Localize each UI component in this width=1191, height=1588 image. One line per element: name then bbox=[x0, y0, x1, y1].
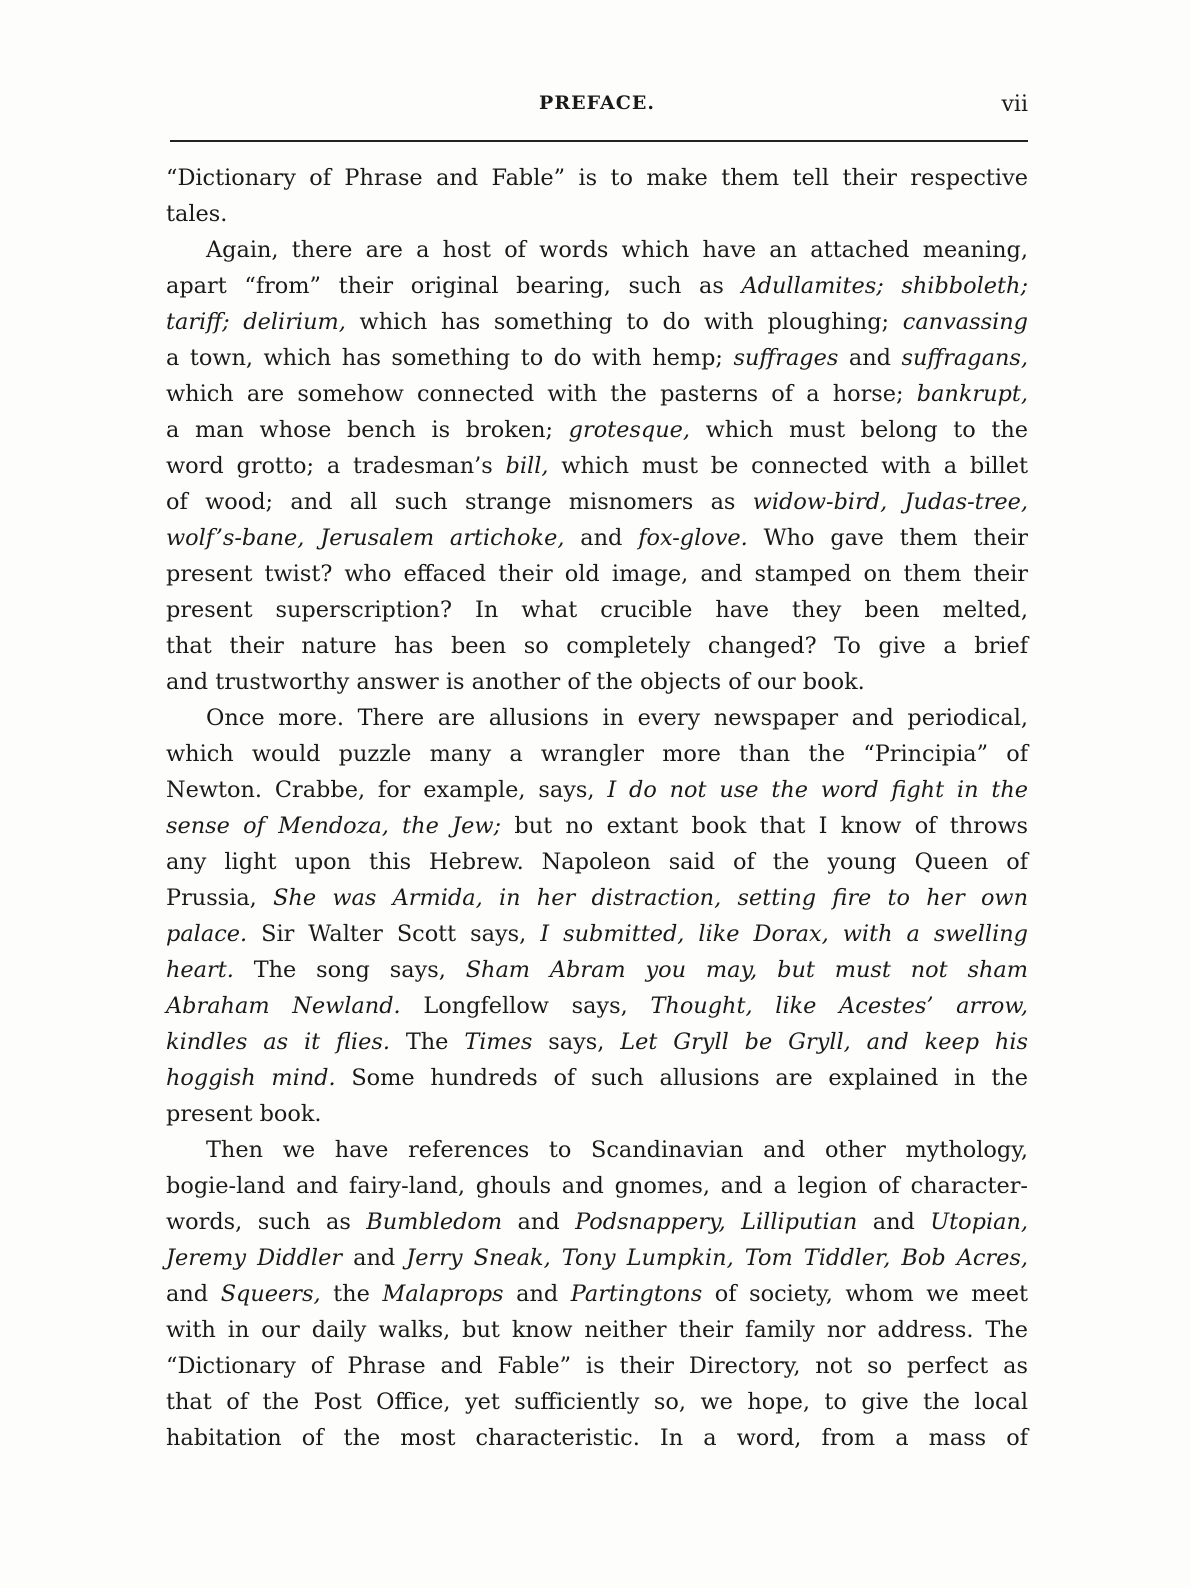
italic-segment: heart. bbox=[166, 957, 234, 983]
italic-segment: suffrages bbox=[733, 345, 839, 371]
italic-segment: Malaprops bbox=[382, 1281, 504, 1307]
text-segment: present superscription? In what crucible have they been melted, bbox=[166, 597, 1028, 623]
italic-segment: suffragans, bbox=[901, 345, 1028, 371]
italic-segment: I do not use the word fight in the bbox=[607, 777, 1028, 803]
text-segment: Sir Walter Scott says, bbox=[247, 921, 541, 947]
italic-segment: Jerry Sneak, Tony Lumpkin, Tom Tiddler, Bob Acres, bbox=[406, 1245, 1028, 1271]
text-segment: a town, which has something to do with hemp; bbox=[166, 345, 734, 371]
text-segment: and bbox=[838, 345, 902, 371]
text-line bbox=[166, 844, 1028, 880]
text-segment: but no extant book that I know of throws bbox=[501, 813, 1029, 839]
text-line bbox=[166, 772, 1028, 808]
italic-segment: Bumbledom bbox=[366, 1209, 503, 1235]
text-line bbox=[166, 736, 1028, 772]
text-line bbox=[166, 412, 1028, 448]
italic-segment: Adullamites; shibboleth; bbox=[741, 273, 1028, 299]
text-segment: and bbox=[502, 1209, 576, 1235]
text-segment: apart “from” their original bearing, such as bbox=[166, 273, 742, 299]
text-line bbox=[166, 160, 1028, 196]
italic-segment: palace. bbox=[166, 921, 248, 947]
text-segment: present twist? who effaced their old image, and stamped on them their bbox=[166, 561, 1028, 587]
text-line bbox=[166, 1132, 1028, 1168]
italic-segment: canvassing bbox=[902, 309, 1028, 335]
italic-segment: bill, bbox=[505, 453, 549, 479]
text-segment: The song says, bbox=[233, 957, 466, 983]
text-segment: The bbox=[389, 1029, 465, 1055]
text-segment: bogie-land and fairy-land, ghouls and gnomes, and a legion of character- bbox=[166, 1173, 1028, 1199]
text-line bbox=[166, 268, 1028, 304]
text-segment: and bbox=[342, 1245, 407, 1271]
text-line bbox=[166, 376, 1028, 412]
text-line bbox=[166, 880, 1028, 916]
text-line bbox=[166, 1024, 1028, 1060]
text-line bbox=[166, 700, 1028, 736]
text-line bbox=[166, 196, 1028, 232]
text-segment: habitation of the most characteristic. In a word, from a mass of bbox=[166, 1425, 1028, 1451]
text-line bbox=[166, 484, 1028, 520]
text-line bbox=[166, 628, 1028, 664]
text-segment: Prussia, bbox=[166, 885, 274, 911]
page-header bbox=[166, 92, 1028, 128]
text-segment: which has something to do with ploughing; bbox=[345, 309, 903, 335]
italic-segment: Let Gryll be Gryll, and keep his bbox=[620, 1029, 1028, 1055]
text-segment: Then we have references to Scandinavian and other mythology, bbox=[206, 1137, 1028, 1163]
italic-segment: hoggish mind. bbox=[166, 1065, 336, 1091]
text-segment: Again, there are a host of words which have an attached meaning, bbox=[206, 237, 1028, 263]
text-line bbox=[166, 340, 1028, 376]
text-segment: and bbox=[166, 1281, 221, 1307]
text-segment: of society, whom we meet bbox=[702, 1281, 1028, 1307]
text-line bbox=[166, 1276, 1028, 1312]
text-line bbox=[166, 304, 1028, 340]
text-line bbox=[166, 232, 1028, 268]
text-segment: any light upon this Hebrew. Napoleon said of the young Queen of bbox=[166, 849, 1028, 875]
italic-segment: widow-bird, Judas-tree, bbox=[752, 489, 1028, 515]
text-segment: and trustworthy answer is another of the objects of our book. bbox=[166, 669, 865, 695]
text-line bbox=[166, 916, 1028, 952]
text-segment: a man whose bench is broken; bbox=[166, 417, 569, 443]
italic-segment: kindles as it flies. bbox=[166, 1029, 390, 1055]
text-line bbox=[166, 808, 1028, 844]
text-segment: that their nature has been so completely changed? To give a brief bbox=[166, 633, 1028, 659]
text-segment: “Dictionary of Phrase and Fable” is their Directory, not so perfect as bbox=[166, 1353, 1028, 1379]
italic-segment: Thought, like Acestes’ arrow, bbox=[650, 993, 1028, 1019]
text-line bbox=[166, 592, 1028, 628]
text-line bbox=[166, 520, 1028, 556]
text-segment: with in our daily walks, but know neither their family nor address. The bbox=[166, 1317, 1028, 1343]
text-line bbox=[166, 1060, 1028, 1096]
body-text bbox=[166, 160, 1028, 1456]
text-line bbox=[166, 448, 1028, 484]
italic-segment: Abraham Newland. bbox=[166, 993, 401, 1019]
text-segment: which must be connected with a billet bbox=[548, 453, 1028, 479]
text-segment: Once more. There are allusions in every newspaper and periodical, bbox=[206, 705, 1028, 731]
italic-segment: Partingtons bbox=[570, 1281, 703, 1307]
text-segment: the bbox=[320, 1281, 383, 1307]
text-line bbox=[166, 664, 1028, 700]
italic-segment: Squeers, bbox=[220, 1281, 321, 1307]
text-segment: Longfellow says, bbox=[400, 993, 651, 1019]
text-line bbox=[166, 556, 1028, 592]
italic-segment: Utopian, bbox=[930, 1209, 1028, 1235]
running-title: PREFACE. bbox=[539, 92, 655, 114]
page-number: vii bbox=[1001, 92, 1028, 117]
text-line bbox=[166, 952, 1028, 988]
italic-segment: bankrupt, bbox=[916, 381, 1028, 407]
text-segment: word grotto; a tradesman’s bbox=[166, 453, 506, 479]
text-segment: which would puzzle many a wrangler more than the “Principia” of bbox=[166, 741, 1028, 767]
text-segment: which must belong to the bbox=[690, 417, 1029, 443]
text-segment: Newton. Crabbe, for example, says, bbox=[166, 777, 608, 803]
text-segment: which are somehow connected with the pasterns of a horse; bbox=[166, 381, 917, 407]
text-segment: “Dictionary of Phrase and Fable” is to make them tell their respective bbox=[166, 165, 1028, 191]
text-segment: Some hundreds of such allusions are explained in the bbox=[335, 1065, 1028, 1091]
header-rule bbox=[170, 140, 1028, 142]
text-segment: present book. bbox=[166, 1101, 322, 1127]
italic-segment: tariff; delirium, bbox=[166, 309, 346, 335]
text-line bbox=[166, 1168, 1028, 1204]
text-line bbox=[166, 1204, 1028, 1240]
text-line bbox=[166, 1384, 1028, 1420]
text-segment: that of the Post Office, yet sufficiently so, we hope, to give the local bbox=[166, 1389, 1028, 1415]
text-segment: Who gave them their bbox=[747, 525, 1029, 551]
text-segment: and bbox=[564, 525, 639, 551]
text-line bbox=[166, 1348, 1028, 1384]
italic-segment: grotesque, bbox=[568, 417, 691, 443]
text-segment: and bbox=[503, 1281, 571, 1307]
text-segment: says, bbox=[532, 1029, 621, 1055]
text-segment: and bbox=[857, 1209, 931, 1235]
text-line bbox=[166, 988, 1028, 1024]
italic-segment: sense of Mendoza, the Jew; bbox=[166, 813, 502, 839]
text-line bbox=[166, 1312, 1028, 1348]
text-segment: of wood; and all such strange misnomers as bbox=[166, 489, 753, 515]
italic-segment: fox-glove. bbox=[638, 525, 748, 551]
italic-segment: Podsnappery, Lilliputian bbox=[575, 1209, 858, 1235]
text-segment: words, such as bbox=[166, 1209, 367, 1235]
italic-segment: Sham Abram you may, but must not sham bbox=[465, 957, 1028, 983]
text-line bbox=[166, 1096, 1028, 1132]
italic-segment: She was Armida, in her distraction, setting fire to her own bbox=[273, 885, 1029, 911]
italic-segment: I submitted, like Dorax, with a swelling bbox=[540, 921, 1028, 947]
text-line bbox=[166, 1420, 1028, 1456]
italic-segment: wolf’s-bane, Jerusalem artichoke, bbox=[166, 525, 565, 551]
text-segment: tales. bbox=[166, 201, 228, 227]
text-line bbox=[166, 1240, 1028, 1276]
italic-segment: Times bbox=[464, 1029, 533, 1055]
italic-segment: Jeremy Diddler bbox=[166, 1245, 343, 1271]
